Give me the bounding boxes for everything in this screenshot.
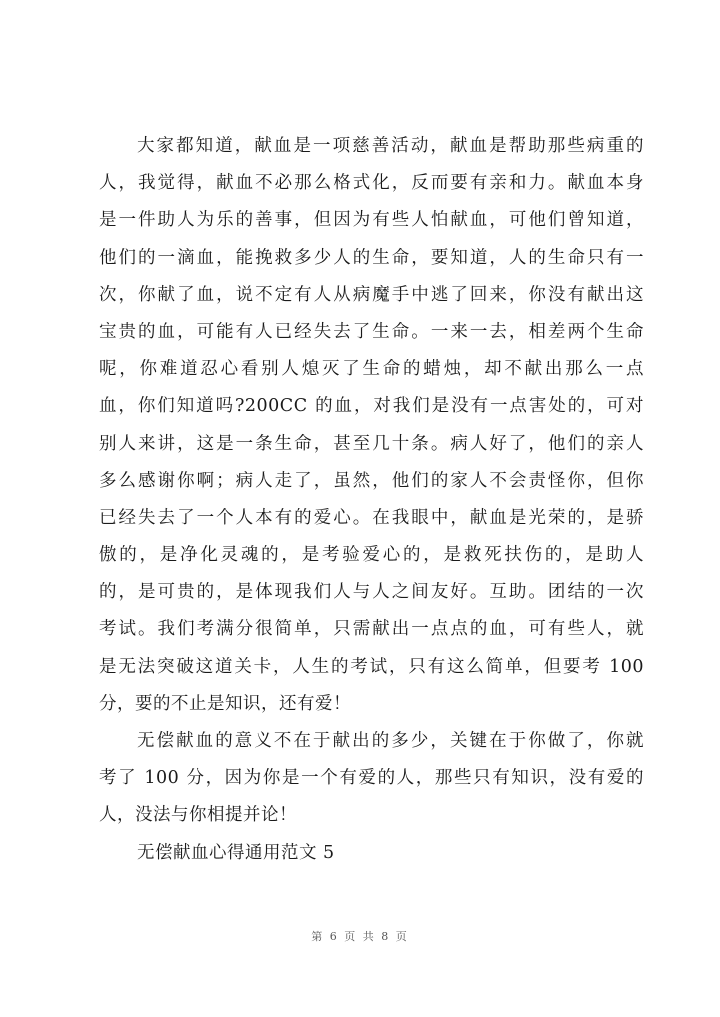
text-line: 多么感谢你啊；病人走了，虽然，他们的家人不会责怪你，但你 [99, 470, 644, 491]
text-line: 是一件助人为乐的善事，但因为有些人怕献血，可他们曾知道， [99, 210, 644, 231]
document-body [99, 128, 644, 872]
text-line: 他们的一滴血，能挽救多少人的生命，要知道，人的生命只有一 [99, 247, 644, 268]
text-line: 次，你献了血，说不定有人从病魔手中逃了回来，你没有献出这 [99, 284, 644, 305]
text-line: 无偿献血的意义不在于献出的多少，关键在于你做了，你就 [137, 731, 644, 751]
text-line: 血，你们知道吗?200CC 的血，对我们是没有一点害处的，可对 [99, 396, 644, 417]
paragraph [99, 128, 644, 723]
heading-text: 无偿献血心得通用范文 5 [137, 842, 335, 863]
text-line: 考了 100 分，因为你是一个有爱的人，那些只有知识，没有爱的 [99, 768, 644, 789]
text-line: 大家都知道，献血是一项慈善活动，献血是帮助那些病重的 [137, 136, 644, 156]
page-number-footer: 第 6 页 共 8 页 [311, 930, 409, 943]
text-line: 呢，你难道忍心看别人熄灭了生命的蜡烛，却不献出那么一点 [99, 359, 644, 380]
text-line: 分，要的不止是知识，还有爱！ [99, 693, 351, 714]
text-line: 考试。我们考满分很简单，只需献出一点点的血，可有些人，就 [99, 619, 644, 640]
text-line: 人，我觉得，献血不必那么格式化，反而要有亲和力。献血本身 [99, 173, 644, 194]
text-line: 已经失去了一个人本有的爱心。在我眼中，献血是光荣的，是骄 [99, 507, 644, 528]
text-line: 别人来讲，这是一条生命，甚至几十条。病人好了，他们的亲人 [99, 433, 644, 454]
text-line: 宝贵的血，可能有人已经失去了生命。一来一去，相差两个生命 [99, 321, 644, 342]
section-heading [99, 835, 644, 872]
text-line: 是无法突破这道关卡，人生的考试，只有这么简单，但要考 100 [99, 656, 644, 677]
text-line: 人，没法与你相提并论！ [99, 805, 297, 826]
text-line: 傲的，是净化灵魂的，是考验爱心的，是救死扶伤的，是助人 [99, 545, 644, 566]
text-line: 的，是可贵的，是体现我们人与人之间友好。互助。团结的一次 [99, 582, 644, 603]
paragraph [99, 723, 644, 835]
